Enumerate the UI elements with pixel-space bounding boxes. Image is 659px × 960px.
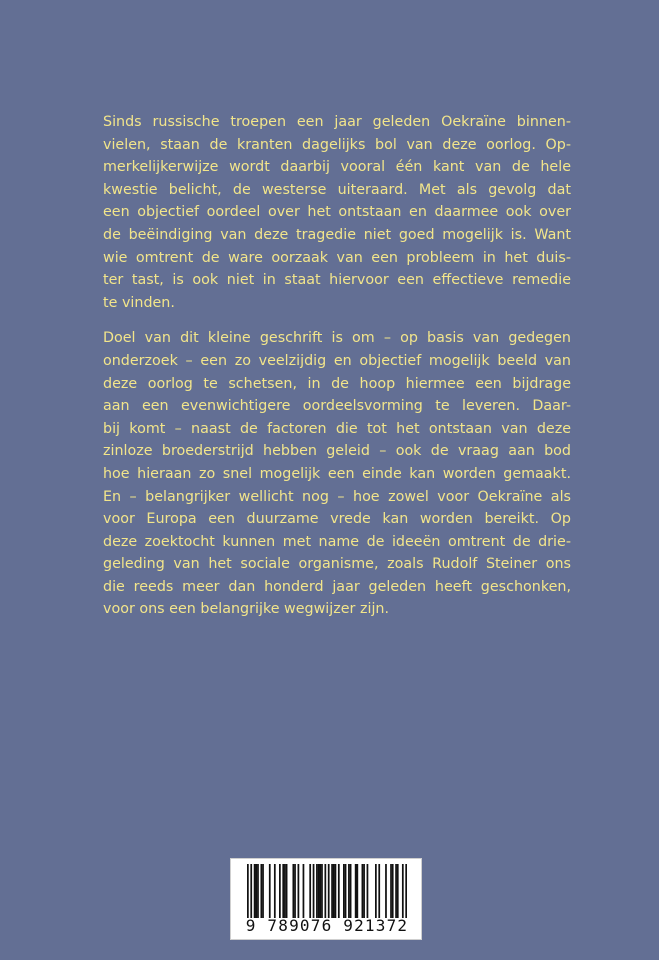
blurb-line: die reeds meer dan honderd jaar geleden heeft geschonken, bbox=[103, 578, 571, 595]
barcode-bar bbox=[350, 864, 352, 918]
barcode-bar bbox=[345, 864, 347, 918]
barcode-bar bbox=[303, 864, 305, 918]
barcode-bar bbox=[282, 864, 284, 918]
barcode-bar bbox=[392, 864, 394, 918]
barcode-bar bbox=[313, 864, 315, 918]
barcode-bar bbox=[367, 864, 369, 918]
barcode-bar bbox=[395, 864, 397, 918]
barcode-bar bbox=[254, 864, 256, 918]
blurb-line: voor ons een belangrijke wegwijzer zijn. bbox=[103, 601, 390, 618]
barcode-bar bbox=[255, 864, 257, 918]
barcode-bar bbox=[331, 864, 333, 918]
barcode-bars bbox=[247, 864, 407, 918]
barcode-bar bbox=[405, 864, 407, 918]
blurb-paragraph-1 bbox=[103, 111, 571, 314]
barcode-bar bbox=[284, 864, 286, 918]
blurb-line: Doel van dit kleine geschrift is om – op basis van gedegen bbox=[103, 330, 571, 347]
blurb-line: En – belangrijker wellicht nog – hoe zowel voor Oekraïne als bbox=[103, 488, 571, 505]
barcode-bar bbox=[250, 864, 252, 918]
blurb-line: een objectief oordeel over het ontstaan en daarmee ook over bbox=[103, 204, 571, 221]
barcode-bar bbox=[319, 864, 321, 918]
isbn-barcode bbox=[230, 858, 422, 940]
barcode-bar bbox=[333, 864, 335, 918]
blurb-line: deze zoektocht kunnen met name de ideeën omtrent de drie- bbox=[103, 533, 571, 550]
barcode-bar bbox=[247, 864, 249, 918]
barcode-bar bbox=[397, 864, 399, 918]
barcode-bar bbox=[321, 864, 323, 918]
barcode-bar bbox=[324, 864, 326, 918]
blurb-line: voor Europa een duurzame vrede kan worden bereikt. Op bbox=[103, 511, 571, 528]
blurb-line: te vinden. bbox=[103, 294, 175, 311]
barcode-bar bbox=[316, 864, 318, 918]
barcode-bar bbox=[362, 864, 364, 918]
blurb-line: aan een evenwichtigere oordeelsvorming te leveren. Daar- bbox=[103, 398, 571, 415]
blurb-line: bij komt – naast de factoren die tot het ontstaan van deze bbox=[103, 420, 571, 437]
blurb-line: kwestie belicht, de westerse uiteraard. Met als gevolg dat bbox=[103, 181, 571, 198]
blurb-line: onderzoek – een zo veelzijdig en objectief mogelijk beeld van bbox=[103, 352, 571, 369]
barcode-bar bbox=[309, 864, 311, 918]
isbn-number: 9 789076 921372 bbox=[245, 916, 409, 935]
barcode-bar bbox=[335, 864, 337, 918]
blurb-line: merkelijkerwijze wordt daarbij vooral één kant van de hele bbox=[103, 159, 571, 176]
barcode-bar bbox=[363, 864, 365, 918]
barcode-bar bbox=[343, 864, 345, 918]
barcode-bar bbox=[269, 864, 271, 918]
barcode-bar bbox=[262, 864, 264, 918]
barcode-bar bbox=[318, 864, 320, 918]
barcode-bar bbox=[356, 864, 358, 918]
barcode-bar bbox=[298, 864, 300, 918]
barcode-bar bbox=[328, 864, 330, 918]
blurb-line: wie omtrent de ware oorzaak van een probleem in het duis- bbox=[103, 249, 571, 266]
barcode-bar bbox=[279, 864, 281, 918]
barcode-bar bbox=[257, 864, 259, 918]
barcode-bar bbox=[260, 864, 262, 918]
barcode-bar bbox=[375, 864, 377, 918]
blurb-line: vielen, staan de kranten dagelijks bol van deze oorlog. Op- bbox=[103, 136, 571, 153]
barcode-bar bbox=[274, 864, 276, 918]
barcode-bar bbox=[292, 864, 294, 918]
blurb-line: Sinds russische troepen een jaar geleden Oekraïne binnen- bbox=[103, 114, 571, 130]
barcode-bar bbox=[338, 864, 340, 918]
barcode-bar bbox=[390, 864, 392, 918]
blurb-line: geleding van het sociale organisme, zoals Rudolf Steiner ons bbox=[103, 556, 571, 573]
barcode-bar bbox=[294, 864, 296, 918]
barcode-bar bbox=[385, 864, 387, 918]
blurb-text bbox=[103, 111, 571, 634]
barcode-bar bbox=[402, 864, 404, 918]
blurb-line: deze oorlog te schetsen, in de hoop hiermee een bijdrage bbox=[103, 375, 571, 392]
blurb-paragraph-2 bbox=[103, 327, 571, 621]
barcode-bar bbox=[378, 864, 380, 918]
barcode-bar bbox=[355, 864, 357, 918]
barcode-bar bbox=[286, 864, 288, 918]
blurb-line: hoe hieraan zo snel mogelijk een einde kan worden gemaakt. bbox=[103, 465, 571, 482]
blurb-line: de beëindiging van deze tragedie niet goed mogelijk is. Want bbox=[103, 226, 571, 243]
blurb-line: zinloze broederstrijd hebben geleid – ook de vraag aan bod bbox=[103, 443, 571, 460]
blurb-line: ter tast, is ook niet in staat hiervoor een effectieve remedie bbox=[103, 272, 571, 289]
barcode-bar bbox=[348, 864, 350, 918]
